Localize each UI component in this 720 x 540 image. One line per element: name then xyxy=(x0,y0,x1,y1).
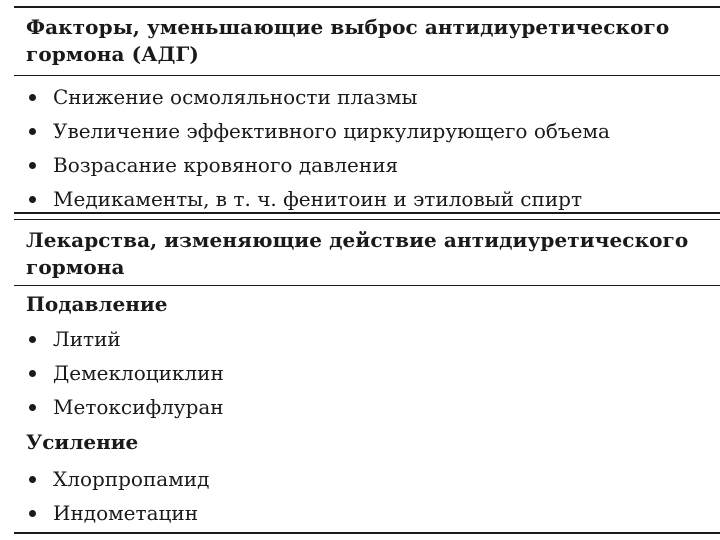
list-item-text: Метоксифлуран xyxy=(53,395,224,419)
bullet-icon xyxy=(29,336,36,343)
bullet-icon xyxy=(29,162,36,169)
top-rule xyxy=(14,6,720,8)
list-item xyxy=(26,356,224,390)
list-item-text: Медикаменты, в т. ч. фенитоин и этиловый спирт xyxy=(53,187,583,211)
section1-title-line2: гормона (АДГ) xyxy=(26,42,199,66)
list-item xyxy=(26,390,224,424)
list-item xyxy=(26,148,610,182)
section2-title-line2: гормона xyxy=(26,255,125,279)
section1-header-rule xyxy=(14,75,720,76)
section1-title xyxy=(26,14,669,68)
bullet-icon xyxy=(29,510,36,517)
section-divider-rule-2 xyxy=(14,219,720,220)
section2-header-rule xyxy=(14,285,720,286)
list-item-text: Возрасание кровяного давления xyxy=(53,153,399,177)
list-item xyxy=(26,496,209,530)
section2-title xyxy=(26,227,688,281)
enhancement-list xyxy=(26,462,209,530)
bullet-icon xyxy=(29,128,36,135)
bullet-icon xyxy=(29,94,36,101)
list-item xyxy=(26,114,610,148)
list-item xyxy=(26,462,209,496)
section1-title-line1: Факторы, уменьшающие выброс антидиуретического xyxy=(26,15,670,39)
list-item-text: Индометацин xyxy=(53,501,199,525)
suppression-list xyxy=(26,322,224,424)
section-divider-rule-1 xyxy=(14,212,720,214)
list-item xyxy=(26,322,224,356)
bullet-icon xyxy=(29,196,36,203)
section1-list xyxy=(26,80,610,216)
bullet-icon xyxy=(29,404,36,411)
list-item xyxy=(26,80,610,114)
suppression-label: Подавление xyxy=(26,292,168,316)
list-item-text: Увеличение эффективного циркулирующего объема xyxy=(53,119,610,143)
bullet-icon xyxy=(29,476,36,483)
section2-title-line1: Лекарства, изменяющие действие антидиуретического xyxy=(26,228,689,252)
list-item-text: Снижение осмоляльности плазмы xyxy=(53,85,418,109)
list-item-text: Демеклоциклин xyxy=(53,361,224,385)
list-item xyxy=(26,182,610,216)
list-item-text: Хлорпропамид xyxy=(53,467,210,491)
bottom-rule xyxy=(14,532,720,534)
enhancement-label: Усиление xyxy=(26,430,139,454)
bullet-icon xyxy=(29,370,36,377)
list-item-text: Литий xyxy=(53,327,121,351)
